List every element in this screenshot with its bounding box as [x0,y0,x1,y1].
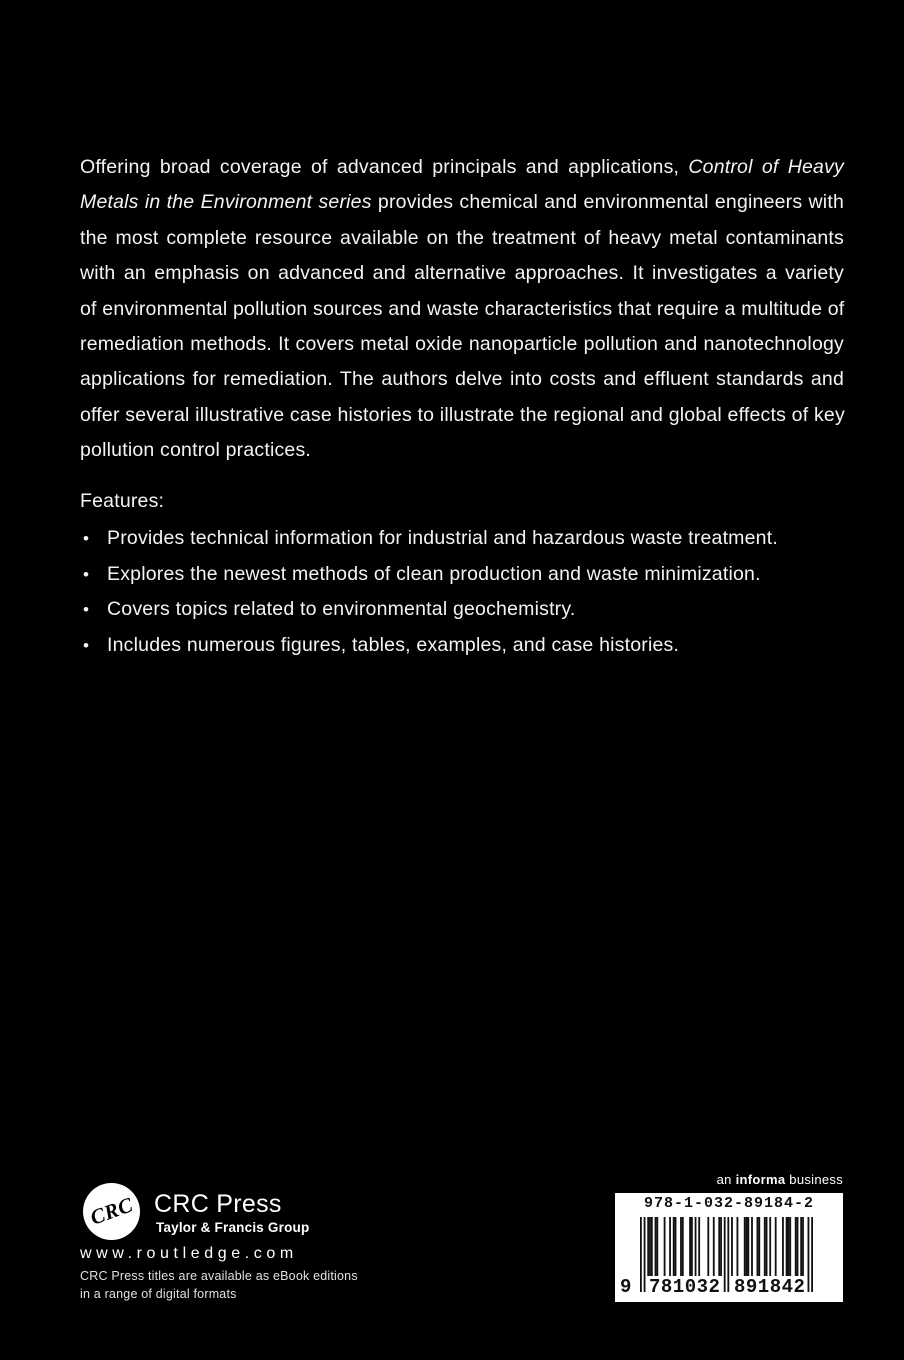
isbn-barcode [615,1193,843,1302]
features-list [80,521,860,663]
informa-prefix: an [716,1172,736,1187]
ean-digit-group: 781032 [649,1276,721,1298]
informa-business-line [717,1172,843,1187]
description-line: offer several illustrative case histories to illustrate the regional and global effects of key [80,403,845,426]
description-line: with an emphasis on advanced and alternative approaches. It investigates a variety [80,262,844,285]
description-line: Metals in the Environment series provides chemical and environmental engineers with [80,191,844,214]
ebook-note-line1: CRC Press titles are available as eBook editions [80,1269,358,1283]
isbn-number: 978-1-032-89184-2 [643,1195,815,1212]
crc-logo-text: CRC [86,1192,136,1230]
features-heading: Features: [80,490,165,512]
informa-suffix: business [785,1172,843,1187]
ebook-availability-note [80,1268,358,1303]
feature-text: Provides technical information for industrial and hazardous waste treatment. [107,527,778,550]
bullet-icon: • [83,529,90,549]
description-line: the most complete resource available on the treatment of heavy metal contaminants [80,226,844,249]
description-line: of environmental pollution sources and waste characteristics that require a multitude of [80,297,845,320]
feature-item [80,628,860,663]
publisher-name: CRC Press [154,1190,282,1218]
feature-item [80,521,860,556]
feature-item [80,557,860,592]
informa-brand: informa [735,1172,786,1187]
ean-digit-group: 891842 [734,1276,806,1298]
feature-item [80,592,860,627]
bullet-icon: • [83,564,90,584]
ebook-note-line2: in a range of digital formats [80,1286,237,1301]
description-line: applications for remediation. The authors delve into costs and effluent standards and [80,368,844,391]
publisher-website: www.routledge.com [80,1245,298,1262]
bullet-icon: • [83,635,90,655]
bullet-icon: • [83,600,90,620]
feature-text: Includes numerous figures, tables, examples, and case histories. [107,633,680,656]
crc-logo-icon [83,1183,140,1240]
feature-text: Explores the newest methods of clean production and waste minimization. [107,562,761,585]
book-description [80,150,844,469]
feature-text: Covers topics related to environmental geochemistry. [107,598,576,621]
publisher-group: Taylor & Francis Group [156,1220,310,1235]
description-line: pollution control practices. [80,439,312,462]
ean-digit-group: 9 [620,1276,632,1298]
features-section [80,484,860,663]
description-line: Offering broad coverage of advanced principals and applications, Control of Heavy [80,156,844,178]
description-line: remediation methods. It covers metal oxide nanoparticle pollution and nanotechnology [80,333,844,356]
